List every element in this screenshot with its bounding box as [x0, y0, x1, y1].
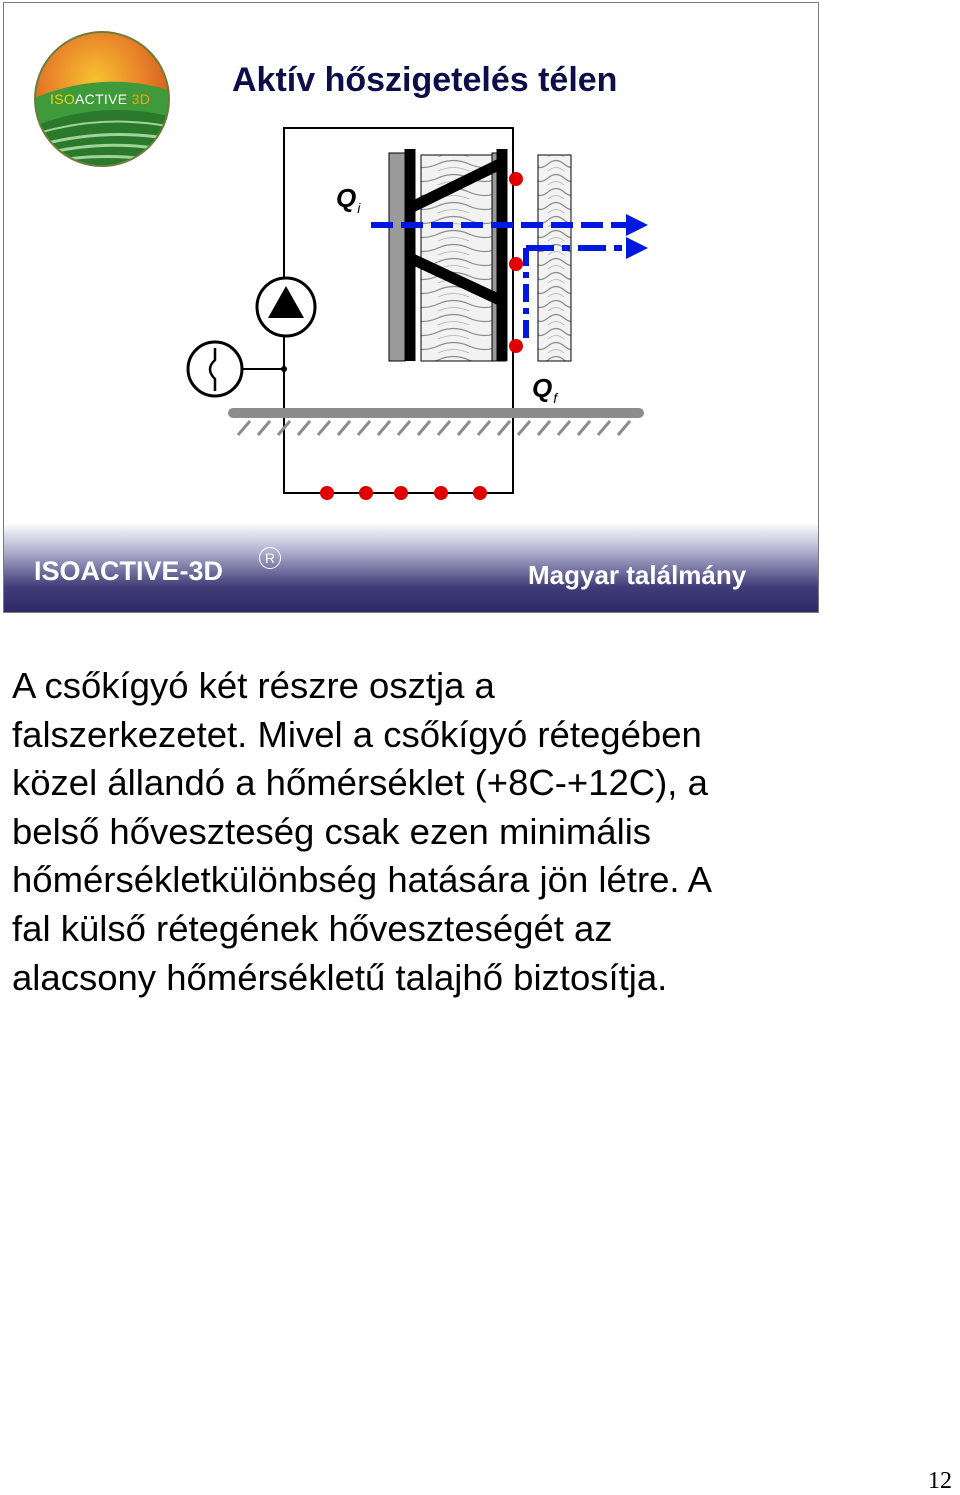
footer-tagline: Magyar találmány [528, 560, 747, 590]
q-inner-sub: i [357, 200, 361, 216]
pump-icon [257, 278, 315, 336]
logo-iso-text: ISO [50, 91, 76, 107]
ground-surface [233, 413, 639, 435]
q-ground-main: Q [532, 373, 553, 403]
logo-active-text: ACTIVE [75, 91, 128, 107]
footer-brand: ISOACTIVE-3D [34, 556, 224, 586]
wall-outer-layer [389, 153, 405, 361]
logo-3d-text: 3D [131, 91, 151, 107]
slide-panel [3, 2, 819, 613]
heat-exchanger-icon [188, 342, 242, 396]
q-ground-label [532, 373, 557, 406]
slide-title: Aktív hőszigetelés télen [232, 61, 618, 99]
registered-mark: R [259, 547, 281, 569]
q-inner-main: Q [336, 183, 357, 213]
body-paragraph: A csőkígyó két részre osztja a falszerkezetet. Mivel a csőkígyó rétegében közel állandó a hőmérséklet (+8C-+12C), a belső hőveszteség csak ezen minimális hőmérsékletkülönbség hatására jön létre. A fal külső rétegének hőveszteségét az alacsony hőmérsékletű talajhő biztosítja. [12, 665, 713, 998]
wall-insulation-outer [538, 155, 571, 361]
page-number: 12 [928, 1468, 952, 1494]
heat-flow-diagram [4, 3, 818, 523]
q-ground-sub: f [553, 390, 558, 406]
heat-flow-arrowhead [626, 214, 648, 236]
ground-heat-arrowhead [626, 237, 648, 259]
q-inner-label [336, 183, 360, 216]
